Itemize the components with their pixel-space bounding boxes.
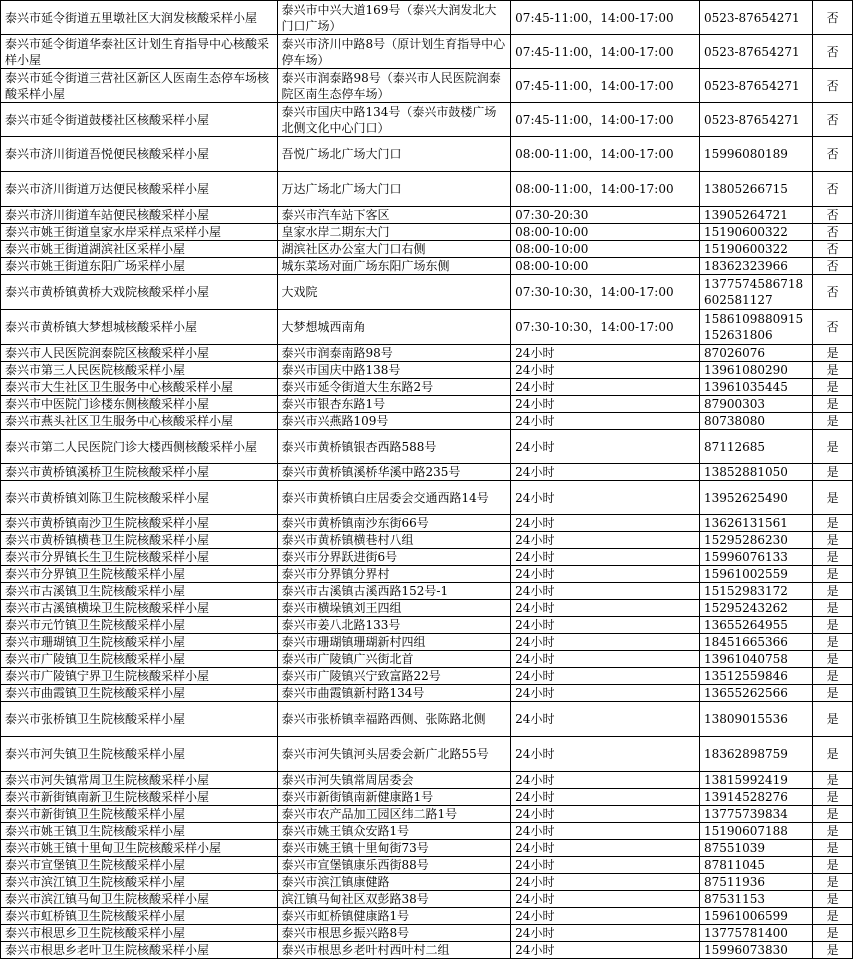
flag-cell: 否 bbox=[813, 69, 853, 103]
phone-cell: 13914528276 bbox=[699, 789, 812, 806]
site-name-cell: 泰兴市黄桥镇横巷卫生院核酸采样小屋 bbox=[1, 532, 278, 549]
phone-cell: 15152983172 bbox=[699, 583, 812, 600]
hours-cell: 24小时 bbox=[511, 362, 700, 379]
flag-cell: 是 bbox=[813, 481, 853, 515]
phone-cell: 87026076 bbox=[699, 345, 812, 362]
table-row bbox=[1, 651, 853, 668]
phone-cell: 13809015536 bbox=[699, 702, 812, 737]
table-row bbox=[1, 207, 853, 224]
hours-cell: 24小时 bbox=[511, 600, 700, 617]
phone-cell: 18362898759 bbox=[699, 737, 812, 772]
phone-cell: 0523-87654271 bbox=[699, 69, 812, 103]
address-cell: 泰兴市黄桥镇南沙东街66号 bbox=[277, 515, 511, 532]
flag-cell: 是 bbox=[813, 942, 853, 959]
table-row bbox=[1, 772, 853, 789]
table-row bbox=[1, 566, 853, 583]
table-row bbox=[1, 275, 853, 310]
hours-cell: 24小时 bbox=[511, 891, 700, 908]
hours-cell: 07:30-20:30 bbox=[511, 207, 700, 224]
address-cell: 泰兴市中兴大道169号（泰兴大润发北大门口广场） bbox=[277, 1, 511, 35]
address-cell: 泰兴市姚王镇十里甸街73号 bbox=[277, 840, 511, 857]
site-name-cell: 泰兴市元竹镇卫生院核酸采样小屋 bbox=[1, 617, 278, 634]
phone-cell: 13805266715 bbox=[699, 172, 812, 207]
phone-cell: 15190600322 bbox=[699, 241, 812, 258]
site-name-cell: 泰兴市姚王镇十里甸卫生院核酸采样小屋 bbox=[1, 840, 278, 857]
flag-cell: 是 bbox=[813, 464, 853, 481]
table-row bbox=[1, 310, 853, 345]
phone-cell: 18451665366 bbox=[699, 634, 812, 651]
address-cell: 泰兴市河失镇河头居委会新广北路55号 bbox=[277, 737, 511, 772]
site-name-cell: 泰兴市黄桥镇刘陈卫生院核酸采样小屋 bbox=[1, 481, 278, 515]
site-name-cell: 泰兴市广陵镇宁界卫生院核酸采样小屋 bbox=[1, 668, 278, 685]
hours-cell: 24小时 bbox=[511, 413, 700, 430]
table-row bbox=[1, 685, 853, 702]
address-cell: 泰兴市曲霞镇新村路134号 bbox=[277, 685, 511, 702]
phone-cell: 87531153 bbox=[699, 891, 812, 908]
site-name-cell: 泰兴市新街镇南新卫生院核酸采样小屋 bbox=[1, 789, 278, 806]
phone-cell: 80738080 bbox=[699, 413, 812, 430]
hours-cell: 08:00-10:00 bbox=[511, 241, 700, 258]
table-row bbox=[1, 806, 853, 823]
flag-cell: 是 bbox=[813, 634, 853, 651]
flag-cell: 是 bbox=[813, 702, 853, 737]
site-name-cell: 泰兴市河失镇卫生院核酸采样小屋 bbox=[1, 737, 278, 772]
address-cell: 吾悦广场北广场大门口 bbox=[277, 137, 511, 172]
site-name-cell: 泰兴市第三人民医院核酸采样小屋 bbox=[1, 362, 278, 379]
phone-cell: 15295286230 bbox=[699, 532, 812, 549]
address-cell: 滨江镇马甸社区双彭路38号 bbox=[277, 891, 511, 908]
address-cell: 泰兴市兴燕路109号 bbox=[277, 413, 511, 430]
site-name-cell: 泰兴市第二人民医院门诊大楼西侧核酸采样小屋 bbox=[1, 430, 278, 464]
hours-cell: 07:30-10:30，14:00-17:00 bbox=[511, 310, 700, 345]
flag-cell: 是 bbox=[813, 840, 853, 857]
flag-cell: 否 bbox=[813, 103, 853, 137]
address-cell: 泰兴市润泰南路98号 bbox=[277, 345, 511, 362]
phone-cell: 13961080290 bbox=[699, 362, 812, 379]
phone-cell: 87811045 bbox=[699, 857, 812, 874]
hours-cell: 24小时 bbox=[511, 634, 700, 651]
address-cell: 大戏院 bbox=[277, 275, 511, 310]
address-cell: 泰兴市分界镇分界村 bbox=[277, 566, 511, 583]
flag-cell: 是 bbox=[813, 549, 853, 566]
address-cell: 万达广场北广场大门口 bbox=[277, 172, 511, 207]
flag-cell: 否 bbox=[813, 258, 853, 275]
table-row bbox=[1, 362, 853, 379]
table-row bbox=[1, 430, 853, 464]
flag-cell: 是 bbox=[813, 806, 853, 823]
hours-cell: 24小时 bbox=[511, 908, 700, 925]
phone-cell: 13655262566 bbox=[699, 685, 812, 702]
hours-cell: 24小时 bbox=[511, 942, 700, 959]
hours-cell: 24小时 bbox=[511, 806, 700, 823]
phone-cell: 15295243262 bbox=[699, 600, 812, 617]
flag-cell: 是 bbox=[813, 362, 853, 379]
address-cell: 泰兴市姚王镇众安路1号 bbox=[277, 823, 511, 840]
site-name-cell: 泰兴市姚王街道东阳广场采样小屋 bbox=[1, 258, 278, 275]
site-name-cell: 泰兴市中医院门诊楼东侧核酸采样小屋 bbox=[1, 396, 278, 413]
site-name-cell: 泰兴市延令街道五里墩社区大润发核酸采样小屋 bbox=[1, 1, 278, 35]
flag-cell: 是 bbox=[813, 685, 853, 702]
flag-cell: 否 bbox=[813, 172, 853, 207]
flag-cell: 否 bbox=[813, 137, 853, 172]
flag-cell: 是 bbox=[813, 925, 853, 942]
table-row bbox=[1, 874, 853, 891]
flag-cell: 否 bbox=[813, 310, 853, 345]
flag-cell: 是 bbox=[813, 651, 853, 668]
hours-cell: 07:30-10:30，14:00-17:00 bbox=[511, 275, 700, 310]
address-cell: 泰兴市黄桥镇银杏西路588号 bbox=[277, 430, 511, 464]
address-cell: 泰兴市根思乡振兴路8号 bbox=[277, 925, 511, 942]
address-cell: 大梦想城西南角 bbox=[277, 310, 511, 345]
phone-cell: 13512559846 bbox=[699, 668, 812, 685]
site-name-cell: 泰兴市人民医院润泰院区核酸采样小屋 bbox=[1, 345, 278, 362]
table-row bbox=[1, 908, 853, 925]
phone-cell: 15961006599 bbox=[699, 908, 812, 925]
flag-cell: 是 bbox=[813, 874, 853, 891]
address-cell: 泰兴市黄桥镇白庄居委会交通西路14号 bbox=[277, 481, 511, 515]
site-name-cell: 泰兴市古溪镇卫生院核酸采样小屋 bbox=[1, 583, 278, 600]
flag-cell: 否 bbox=[813, 224, 853, 241]
table-row bbox=[1, 857, 853, 874]
flag-cell: 是 bbox=[813, 345, 853, 362]
table-row bbox=[1, 600, 853, 617]
address-cell: 泰兴市汽车站下客区 bbox=[277, 207, 511, 224]
address-cell: 泰兴市分界跃进街6号 bbox=[277, 549, 511, 566]
site-name-cell: 泰兴市张桥镇卫生院核酸采样小屋 bbox=[1, 702, 278, 737]
table-row bbox=[1, 789, 853, 806]
site-name-cell: 泰兴市大生社区卫生服务中心核酸采样小屋 bbox=[1, 379, 278, 396]
hours-cell: 24小时 bbox=[511, 379, 700, 396]
site-name-cell: 泰兴市延令街道华泰社区计划生育指导中心核酸采样小屋 bbox=[1, 35, 278, 69]
table-row bbox=[1, 69, 853, 103]
site-name-cell: 泰兴市河失镇常周卫生院核酸采样小屋 bbox=[1, 772, 278, 789]
site-name-cell: 泰兴市珊瑚镇卫生院核酸采样小屋 bbox=[1, 634, 278, 651]
phone-cell: 13815992419 bbox=[699, 772, 812, 789]
address-cell: 泰兴市黄桥镇横巷村八组 bbox=[277, 532, 511, 549]
site-name-cell: 泰兴市滨江镇马甸卫生院核酸采样小屋 bbox=[1, 891, 278, 908]
phone-cell: 15996076133 bbox=[699, 549, 812, 566]
phone-cell: 87900303 bbox=[699, 396, 812, 413]
flag-cell: 是 bbox=[813, 396, 853, 413]
hours-cell: 24小时 bbox=[511, 617, 700, 634]
phone-cell: 13905264721 bbox=[699, 207, 812, 224]
hours-cell: 24小时 bbox=[511, 857, 700, 874]
address-cell: 泰兴市古溪镇古溪西路152号-1 bbox=[277, 583, 511, 600]
table-row bbox=[1, 137, 853, 172]
phone-cell: 13961040758 bbox=[699, 651, 812, 668]
site-name-cell: 泰兴市根思乡老叶卫生院核酸采样小屋 bbox=[1, 942, 278, 959]
phone-cell: 15190600322 bbox=[699, 224, 812, 241]
address-cell: 泰兴市延令街道大生东路2号 bbox=[277, 379, 511, 396]
hours-cell: 24小时 bbox=[511, 532, 700, 549]
table-body bbox=[1, 1, 853, 959]
table-row bbox=[1, 172, 853, 207]
flag-cell: 否 bbox=[813, 1, 853, 35]
phone-cell: 13775739834 bbox=[699, 806, 812, 823]
address-cell: 城东菜场对面广场东阳广场东侧 bbox=[277, 258, 511, 275]
hours-cell: 24小时 bbox=[511, 515, 700, 532]
phone-cell: 13655264955 bbox=[699, 617, 812, 634]
hours-cell: 24小时 bbox=[511, 874, 700, 891]
address-cell: 泰兴市广陵镇广兴街北首 bbox=[277, 651, 511, 668]
table-row bbox=[1, 737, 853, 772]
flag-cell: 是 bbox=[813, 379, 853, 396]
hours-cell: 08:00-11:00，14:00-17:00 bbox=[511, 137, 700, 172]
phone-cell: 87551039 bbox=[699, 840, 812, 857]
address-cell: 泰兴市国庆中路138号 bbox=[277, 362, 511, 379]
table-row bbox=[1, 617, 853, 634]
phone-cell: 0523-87654271 bbox=[699, 35, 812, 69]
site-name-cell: 泰兴市分界镇卫生院核酸采样小屋 bbox=[1, 566, 278, 583]
table-row bbox=[1, 1, 853, 35]
phone-cell: 15190607188 bbox=[699, 823, 812, 840]
phone-cell: 18362323966 bbox=[699, 258, 812, 275]
flag-cell: 是 bbox=[813, 430, 853, 464]
address-cell: 泰兴市珊瑚镇珊瑚新村四组 bbox=[277, 634, 511, 651]
flag-cell: 是 bbox=[813, 600, 853, 617]
hours-cell: 24小时 bbox=[511, 925, 700, 942]
hours-cell: 07:45-11:00，14:00-17:00 bbox=[511, 103, 700, 137]
site-name-cell: 泰兴市延令街道鼓楼社区核酸采样小屋 bbox=[1, 103, 278, 137]
table-row bbox=[1, 258, 853, 275]
flag-cell: 是 bbox=[813, 772, 853, 789]
hours-cell: 24小时 bbox=[511, 345, 700, 362]
address-cell: 泰兴市张桥镇幸福路西侧、张陈路北侧 bbox=[277, 702, 511, 737]
hours-cell: 24小时 bbox=[511, 702, 700, 737]
flag-cell: 否 bbox=[813, 275, 853, 310]
table-row bbox=[1, 464, 853, 481]
phone-cell: 0523-87654271 bbox=[699, 1, 812, 35]
flag-cell: 是 bbox=[813, 583, 853, 600]
site-name-cell: 泰兴市济川街道车站便民核酸采样小屋 bbox=[1, 207, 278, 224]
site-name-cell: 泰兴市滨江镇卫生院核酸采样小屋 bbox=[1, 874, 278, 891]
site-name-cell: 泰兴市济川街道吾悦便民核酸采样小屋 bbox=[1, 137, 278, 172]
site-name-cell: 泰兴市分界镇长生卫生院核酸采样小屋 bbox=[1, 549, 278, 566]
address-cell: 泰兴市银杏东路1号 bbox=[277, 396, 511, 413]
site-name-cell: 泰兴市济川街道万达便民核酸采样小屋 bbox=[1, 172, 278, 207]
hours-cell: 24小时 bbox=[511, 823, 700, 840]
flag-cell: 是 bbox=[813, 823, 853, 840]
address-cell: 泰兴市润泰路98号（泰兴市人民医院润泰院区南生态停车场） bbox=[277, 69, 511, 103]
address-cell: 皇家水岸二期东大门 bbox=[277, 224, 511, 241]
address-cell: 湖滨社区办公室大门口右侧 bbox=[277, 241, 511, 258]
table-row bbox=[1, 241, 853, 258]
hours-cell: 24小时 bbox=[511, 789, 700, 806]
address-cell: 泰兴市黄桥镇溪桥华溪中路235号 bbox=[277, 464, 511, 481]
hours-cell: 24小时 bbox=[511, 772, 700, 789]
table-row bbox=[1, 549, 853, 566]
hours-cell: 07:45-11:00，14:00-17:00 bbox=[511, 1, 700, 35]
hours-cell: 24小时 bbox=[511, 481, 700, 515]
table-row bbox=[1, 532, 853, 549]
flag-cell: 是 bbox=[813, 737, 853, 772]
phone-cell: 15961002559 bbox=[699, 566, 812, 583]
phone-cell: 0523-87654271 bbox=[699, 103, 812, 137]
site-name-cell: 泰兴市曲霞镇卫生院核酸采样小屋 bbox=[1, 685, 278, 702]
phone-cell: 15996073830 bbox=[699, 942, 812, 959]
phone-cell: 13775781400 bbox=[699, 925, 812, 942]
table-row bbox=[1, 583, 853, 600]
address-cell: 泰兴市河失镇常周居委会 bbox=[277, 772, 511, 789]
address-cell: 泰兴市农产品加工园区纬二路1号 bbox=[277, 806, 511, 823]
site-name-cell: 泰兴市黄桥镇大梦想城核酸采样小屋 bbox=[1, 310, 278, 345]
hours-cell: 08:00-11:00，14:00-17:00 bbox=[511, 172, 700, 207]
site-name-cell: 泰兴市虹桥镇卫生院核酸采样小屋 bbox=[1, 908, 278, 925]
table-row bbox=[1, 379, 853, 396]
address-cell: 泰兴市滨江镇康健路 bbox=[277, 874, 511, 891]
hours-cell: 24小时 bbox=[511, 737, 700, 772]
flag-cell: 否 bbox=[813, 207, 853, 224]
flag-cell: 是 bbox=[813, 789, 853, 806]
hours-cell: 24小时 bbox=[511, 396, 700, 413]
table-row bbox=[1, 925, 853, 942]
address-cell: 泰兴市宣堡镇康乐西街88号 bbox=[277, 857, 511, 874]
hours-cell: 24小时 bbox=[511, 840, 700, 857]
site-name-cell: 泰兴市延令街道三营社区新区人医南生态停车场核酸采样小屋 bbox=[1, 69, 278, 103]
flag-cell: 是 bbox=[813, 413, 853, 430]
hours-cell: 24小时 bbox=[511, 430, 700, 464]
phone-cell: 1586109880915152631806 bbox=[699, 310, 812, 345]
address-cell: 泰兴市姜八北路133号 bbox=[277, 617, 511, 634]
site-name-cell: 泰兴市古溪镇横垛卫生院核酸采样小屋 bbox=[1, 600, 278, 617]
table-row bbox=[1, 823, 853, 840]
table-row bbox=[1, 702, 853, 737]
table-row bbox=[1, 481, 853, 515]
hours-cell: 08:00-10:00 bbox=[511, 258, 700, 275]
address-cell: 泰兴市国庆中路134号（泰兴市鼓楼广场北侧文化中心门口） bbox=[277, 103, 511, 137]
hours-cell: 24小时 bbox=[511, 685, 700, 702]
flag-cell: 是 bbox=[813, 857, 853, 874]
table-row bbox=[1, 224, 853, 241]
flag-cell: 是 bbox=[813, 908, 853, 925]
hours-cell: 24小时 bbox=[511, 651, 700, 668]
phone-cell: 13852881050 bbox=[699, 464, 812, 481]
phone-cell: 13626131561 bbox=[699, 515, 812, 532]
site-name-cell: 泰兴市根思乡卫生院核酸采样小屋 bbox=[1, 925, 278, 942]
table-row bbox=[1, 840, 853, 857]
site-name-cell: 泰兴市宣堡镇卫生院核酸采样小屋 bbox=[1, 857, 278, 874]
hours-cell: 07:45-11:00，14:00-17:00 bbox=[511, 69, 700, 103]
site-name-cell: 泰兴市姚王街道皇家水岸采样点采样小屋 bbox=[1, 224, 278, 241]
flag-cell: 否 bbox=[813, 35, 853, 69]
table-row bbox=[1, 891, 853, 908]
flag-cell: 是 bbox=[813, 566, 853, 583]
phone-cell: 13961035445 bbox=[699, 379, 812, 396]
site-name-cell: 泰兴市广陵镇卫生院核酸采样小屋 bbox=[1, 651, 278, 668]
table-row bbox=[1, 515, 853, 532]
site-name-cell: 泰兴市新街镇卫生院核酸采样小屋 bbox=[1, 806, 278, 823]
phone-cell: 15996080189 bbox=[699, 137, 812, 172]
flag-cell: 是 bbox=[813, 668, 853, 685]
hours-cell: 07:45-11:00，14:00-17:00 bbox=[511, 35, 700, 69]
hours-cell: 24小时 bbox=[511, 583, 700, 600]
hours-cell: 08:00-10:00 bbox=[511, 224, 700, 241]
flag-cell: 是 bbox=[813, 532, 853, 549]
address-cell: 泰兴市虹桥镇健康路1号 bbox=[277, 908, 511, 925]
address-cell: 泰兴市济川中路8号（原计划生育指导中心停车场） bbox=[277, 35, 511, 69]
site-name-cell: 泰兴市黄桥镇南沙卫生院核酸采样小屋 bbox=[1, 515, 278, 532]
phone-cell: 87511936 bbox=[699, 874, 812, 891]
address-cell: 泰兴市横垛镇刘王四组 bbox=[277, 600, 511, 617]
flag-cell: 否 bbox=[813, 241, 853, 258]
table-row bbox=[1, 396, 853, 413]
site-name-cell: 泰兴市黄桥镇黄桥大戏院核酸采样小屋 bbox=[1, 275, 278, 310]
site-name-cell: 泰兴市姚王街道湖滨社区采样小屋 bbox=[1, 241, 278, 258]
address-cell: 泰兴市根思乡老叶村西叶村二组 bbox=[277, 942, 511, 959]
site-name-cell: 泰兴市黄桥镇溪桥卫生院核酸采样小屋 bbox=[1, 464, 278, 481]
phone-cell: 1377574586718602581127 bbox=[699, 275, 812, 310]
hours-cell: 24小时 bbox=[511, 668, 700, 685]
phone-cell: 13952625490 bbox=[699, 481, 812, 515]
phone-cell: 87112685 bbox=[699, 430, 812, 464]
site-name-cell: 泰兴市燕头社区卫生服务中心核酸采样小屋 bbox=[1, 413, 278, 430]
flag-cell: 是 bbox=[813, 515, 853, 532]
flag-cell: 是 bbox=[813, 617, 853, 634]
table-row bbox=[1, 103, 853, 137]
table-row bbox=[1, 634, 853, 651]
table-row bbox=[1, 413, 853, 430]
hours-cell: 24小时 bbox=[511, 549, 700, 566]
site-name-cell: 泰兴市姚王镇卫生院核酸采样小屋 bbox=[1, 823, 278, 840]
address-cell: 泰兴市广陵镇兴宁致富路22号 bbox=[277, 668, 511, 685]
table-row bbox=[1, 668, 853, 685]
hours-cell: 24小时 bbox=[511, 566, 700, 583]
table-row bbox=[1, 345, 853, 362]
table-row bbox=[1, 35, 853, 69]
flag-cell: 是 bbox=[813, 891, 853, 908]
address-cell: 泰兴市新街镇南新健康路1号 bbox=[277, 789, 511, 806]
hours-cell: 24小时 bbox=[511, 464, 700, 481]
